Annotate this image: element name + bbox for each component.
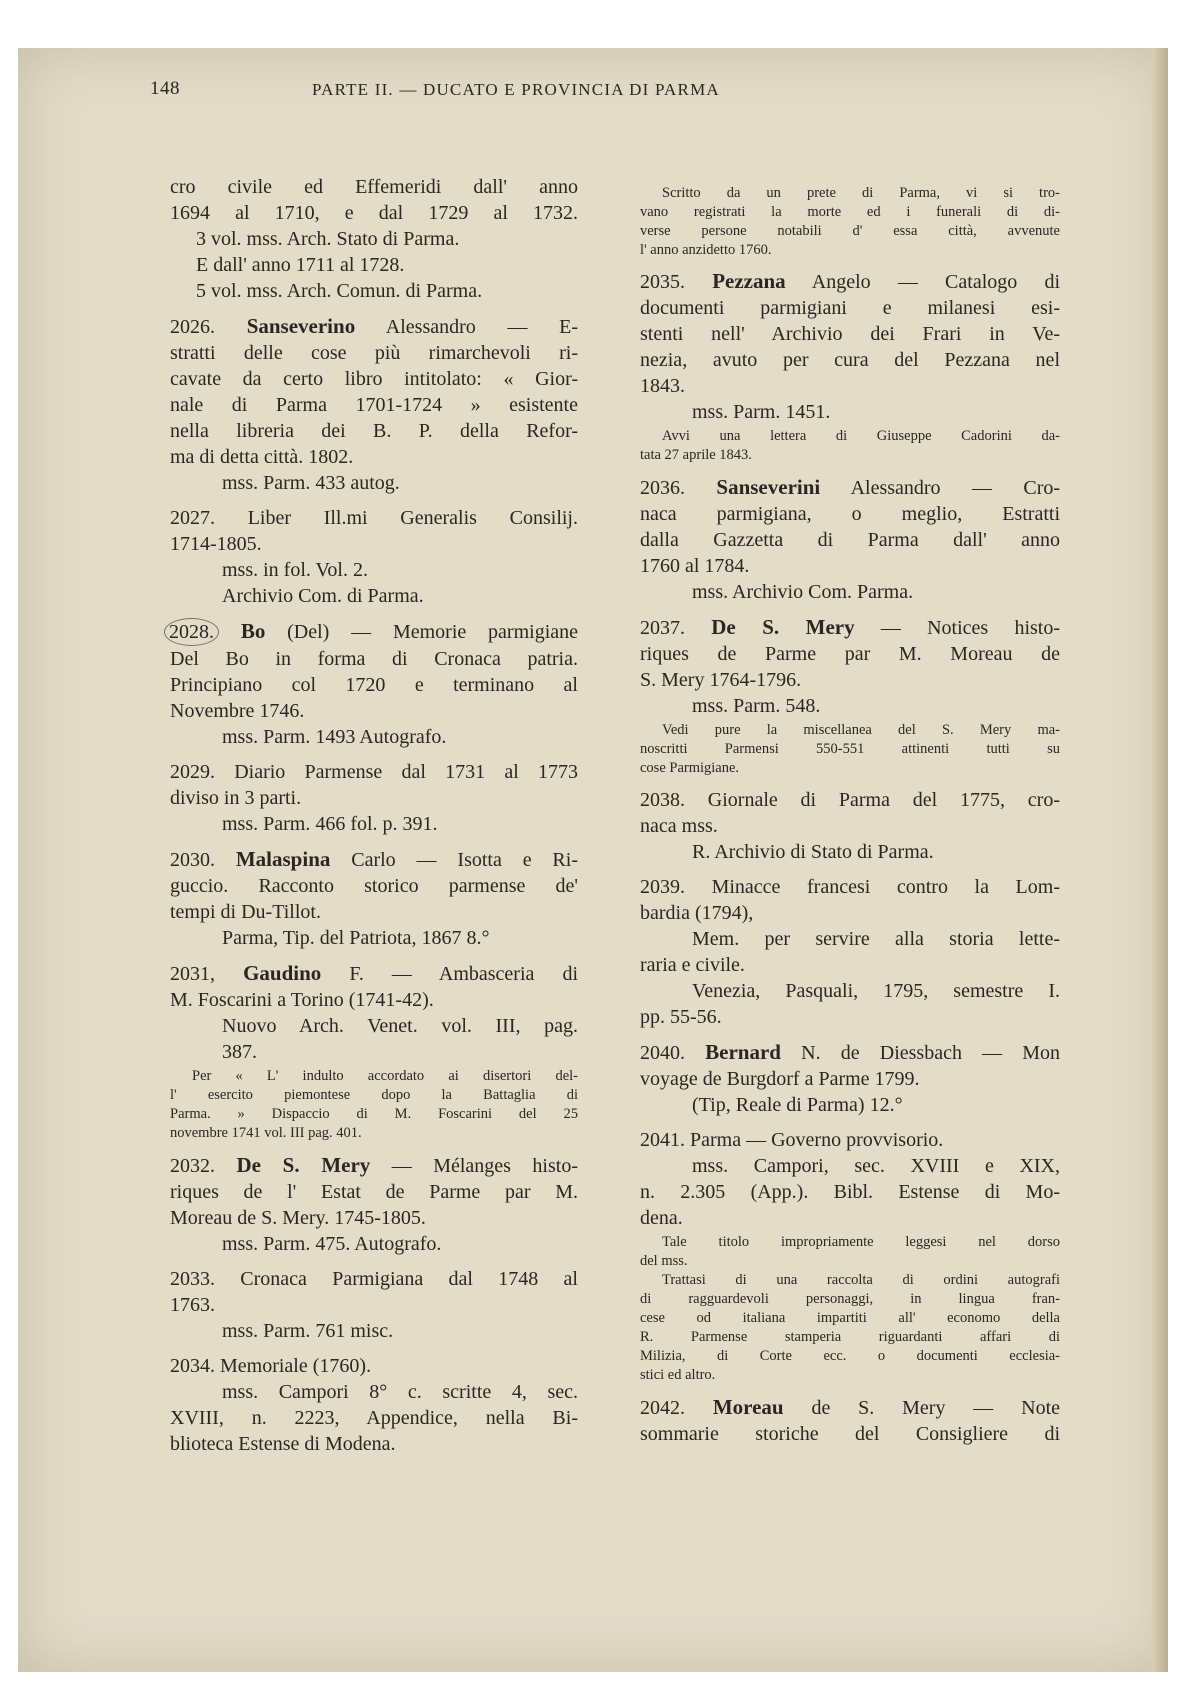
running-header <box>150 78 890 108</box>
entry-author: Bernard <box>705 1040 781 1064</box>
entry-location: mss. Parm. 433 autog. <box>222 472 400 494</box>
entry-2038 <box>640 787 1060 865</box>
entry-2036 <box>640 474 1060 605</box>
text-line: Moreau de S. Mery. 1745-1805. <box>170 1207 426 1229</box>
entry-author: Sanseverini <box>716 475 821 499</box>
entry-location: mss. Parm. 1493 Autografo. <box>222 726 447 748</box>
entry-number: 2036. <box>640 477 685 499</box>
entry-location: Mem. per servire alla storia lette- <box>692 928 1060 950</box>
entry-continuation <box>170 174 578 304</box>
entry-location: dena. <box>640 1207 683 1229</box>
entry-location: 387. <box>222 1041 257 1063</box>
entry-author: De S. Mery <box>236 1153 371 1177</box>
text-line: nezia, avuto per cura del Pezzana nel <box>640 349 1060 371</box>
running-title: PARTE II. — DUCATO E PROVINCIA DI PARMA <box>312 80 720 99</box>
entry-location: Archivio Com. di Parma. <box>222 585 424 607</box>
entry-heading <box>170 846 578 873</box>
text-line: riques de l' Estat de Parme par M. <box>170 1181 578 1203</box>
note-line: Vedi pure la miscellanea del S. Mery ma- <box>662 722 1060 738</box>
text-line: cro civile ed Effemeridi dall' anno <box>170 176 578 198</box>
text-line: naca parmigiana, o meglio, Estratti <box>640 503 1060 525</box>
entry-heading <box>170 313 578 340</box>
note-line: vano registrati la morte ed i funerali di di- <box>640 204 1060 220</box>
entry-heading <box>170 960 578 987</box>
entry-number: 2032. <box>170 1155 215 1177</box>
text-line: S. Mery 1764-1796. <box>640 669 802 691</box>
text-line: Del Bo in forma di Cronaca patria. <box>170 648 578 670</box>
entry-author: Malaspina <box>235 847 331 871</box>
entry-location: mss. Parm. 548. <box>692 695 821 717</box>
text-line: stratti delle cose più rimarchevoli ri- <box>170 342 578 364</box>
note-line: Parma. » Dispaccio di M. Foscarini del 25 <box>170 1106 578 1122</box>
entry-heading <box>640 1039 1060 1066</box>
entry-location: n. 2.305 (App.). Bibl. Estense di Mo- <box>640 1181 1060 1203</box>
text-line: 1843. <box>640 375 685 397</box>
entry-2026 <box>170 313 578 496</box>
text-line: 1763. <box>170 1294 215 1316</box>
text-line: sommarie storiche del Consigliere di <box>640 1423 1060 1445</box>
entry-2028 <box>170 618 578 750</box>
text-line: 2033. Cronaca Parmigiana dal 1748 al <box>170 1268 578 1290</box>
entry-location: R. Archivio di Stato di Parma. <box>692 841 934 863</box>
entry-number: 2040. <box>640 1042 685 1064</box>
text-line: stenti nell' Archivio dei Frari in Ve- <box>640 323 1060 345</box>
entry-title: (Del) — Memorie parmigiane <box>287 621 579 643</box>
note-line: cose Parmigiane. <box>640 760 740 776</box>
text-line: 3 vol. mss. Arch. Stato di Parma. <box>196 228 460 250</box>
entry-heading <box>640 1394 1060 1421</box>
right-column <box>640 182 1060 1456</box>
text-line: E dall' anno 1711 al 1728. <box>196 254 405 276</box>
entry-location: mss. Archivio Com. Parma. <box>692 581 914 603</box>
left-column <box>170 174 578 1466</box>
text-line: 5 vol. mss. Arch. Comun. di Parma. <box>196 280 483 302</box>
entry-location: mss. Parm. 761 misc. <box>222 1320 394 1342</box>
page-edge <box>1152 48 1168 1672</box>
entry-location: mss. Campori 8° c. scritte 4, sec. <box>222 1381 578 1403</box>
footnote <box>640 1233 1060 1385</box>
text-line: 1694 al 1710, e dal 1729 al 1732. <box>170 202 578 224</box>
text-line: Principiano col 1720 e terminano al <box>170 674 578 696</box>
entry-title: N. de Diessbach — Mon <box>801 1042 1061 1064</box>
entry-number: 2028. <box>164 618 219 646</box>
text-line: 1714-1805. <box>170 533 262 555</box>
page-number: 148 <box>150 78 180 99</box>
note-line: novembre 1741 vol. III pag. 401. <box>170 1125 362 1141</box>
entry-number: 2030. <box>170 849 215 871</box>
text-line: 2038. Giornale di Parma del 1775, cro- <box>640 789 1060 811</box>
text-line: diviso in 3 parti. <box>170 787 302 809</box>
note-line: Scritto da un prete di Parma, vi si tro- <box>662 185 1060 201</box>
entry-author: Gaudino <box>243 961 322 985</box>
entry-location: Venezia, Pasquali, 1795, semestre I. <box>692 980 1060 1002</box>
entry-title: — Mélanges histo- <box>391 1155 578 1177</box>
note-line: cese od italiana impartiti all' economo della <box>640 1310 1060 1326</box>
entry-2029 <box>170 759 578 837</box>
entry-2037 <box>640 614 1060 778</box>
entry-2041 <box>640 1127 1060 1385</box>
entry-2039 <box>640 874 1060 1030</box>
entry-location: Parma, Tip. del Patriota, 1867 8.° <box>222 927 490 949</box>
entry-author: De S. Mery <box>711 615 855 639</box>
entry-title: Alessandro — Cro- <box>850 477 1061 499</box>
text-line: riques de Parme par M. Moreau de <box>640 643 1060 665</box>
entry-title: Angelo — Catalogo di <box>811 271 1061 293</box>
text-line: cavate da certo libro intitolato: « Gior- <box>170 368 578 390</box>
note-line: tata 27 aprile 1843. <box>640 447 752 463</box>
note-line: Milizia, di Corte ecc. o documenti ecclesia- <box>640 1348 1060 1364</box>
note-line: stici ed altro. <box>640 1367 716 1383</box>
entry-number: 2042. <box>640 1397 685 1419</box>
entry-location: blioteca Estense di Modena. <box>170 1433 396 1455</box>
entry-number: 2031, <box>170 963 215 985</box>
note-line: Trattasi di una raccolta di ordini autografi <box>662 1272 1060 1288</box>
entry-heading <box>170 1152 578 1179</box>
text-line: nale di Parma 1701-1724 » esistente <box>170 394 578 416</box>
note-line: l' anno anzidetto 1760. <box>640 242 772 258</box>
note-line: del mss. <box>640 1253 688 1269</box>
entry-location: (Tip, Reale di Parma) 12.° <box>692 1094 903 1116</box>
note-line: noscritti Parmensi 550-551 attinenti tutti su <box>640 741 1060 757</box>
note-line: Tale titolo impropriamente leggesi nel dorso <box>662 1234 1060 1250</box>
note-line: verse persone notabili d' essa città, avvenute <box>640 223 1060 239</box>
entry-author: Sanseverino <box>246 314 356 338</box>
text-line: nella libreria dei B. P. della Refor- <box>170 420 578 442</box>
note-line: di ragguardevoli personaggi, in lingua fran- <box>640 1291 1060 1307</box>
text-line: 2041. Parma — Governo provvisorio. <box>640 1129 944 1151</box>
text-line: 2027. Liber Ill.mi Generalis Consilij. <box>170 507 578 529</box>
text-line: 2039. Minacce francesi contro la Lom- <box>640 876 1060 898</box>
note-line: R. Parmense stamperia riguardanti affari di <box>640 1329 1060 1345</box>
text-line: M. Foscarini a Torino (1741-42). <box>170 989 434 1011</box>
entry-author: Pezzana <box>712 269 786 293</box>
footnote <box>640 184 1060 260</box>
entry-title: F. — Ambasceria di <box>349 963 579 985</box>
text-line: voyage de Burgdorf a Parme 1799. <box>640 1068 920 1090</box>
entry-heading <box>170 618 578 646</box>
text-line: 2029. Diario Parmense dal 1731 al 1773 <box>170 761 578 783</box>
entry-title: Alessandro — E- <box>385 316 578 338</box>
entry-location: XVIII, n. 2223, Appendice, nella Bi- <box>170 1407 578 1429</box>
text-line: guccio. Racconto storico parmense de' <box>170 875 578 897</box>
entry-2035 <box>640 268 1060 465</box>
note-line: Avvi una lettera di Giuseppe Cadorini da- <box>662 428 1060 444</box>
text-line: ma di detta città. 1802. <box>170 446 354 468</box>
entry-title: Carlo — Isotta e Ri- <box>351 849 578 871</box>
entry-2034 <box>170 1353 578 1457</box>
entry-2040 <box>640 1039 1060 1118</box>
footnote <box>640 427 1060 465</box>
footnote <box>170 1067 578 1143</box>
entry-2042 <box>640 1394 1060 1447</box>
note-line: l' esercito piemontese dopo la Battaglia di <box>170 1087 578 1103</box>
note-line: Per « L' indulto accordato ai disertori del- <box>192 1068 578 1084</box>
entry-2031 <box>170 960 578 1143</box>
entry-2027 <box>170 505 578 609</box>
text-line: documenti parmigiani e milanesi esi- <box>640 297 1060 319</box>
entry-location: mss. Parm. 466 fol. p. 391. <box>222 813 438 835</box>
entry-heading <box>640 268 1060 295</box>
entry-location: mss. Campori, sec. XVIII e XIX, <box>692 1155 1060 1177</box>
entry-location: Nuovo Arch. Venet. vol. III, pag. <box>222 1015 578 1037</box>
entry-location: mss. Parm. 475. Autografo. <box>222 1233 442 1255</box>
entry-location: pp. 55-56. <box>640 1006 722 1028</box>
text-line: bardia (1794), <box>640 902 754 924</box>
entry-2030 <box>170 846 578 951</box>
entry-title: de S. Mery — Note <box>811 1397 1061 1419</box>
entry-heading <box>640 474 1060 501</box>
entry-location: mss. Parm. 1451. <box>692 401 831 423</box>
entry-title: — Notices histo- <box>880 617 1061 639</box>
entry-number: 2037. <box>640 617 685 639</box>
entry-number: 2035. <box>640 271 685 293</box>
entry-location: raria e civile. <box>640 954 745 976</box>
text-line: 2034. Memoriale (1760). <box>170 1355 372 1377</box>
text-line: tempi di Du-Tillot. <box>170 901 321 923</box>
entry-2033 <box>170 1266 578 1344</box>
footnote <box>640 721 1060 778</box>
text-line: dalla Gazzetta di Parma dall' anno <box>640 529 1060 551</box>
entry-2032 <box>170 1152 578 1257</box>
entry-location: mss. in fol. Vol. 2. <box>222 559 368 581</box>
text-line: 1760 al 1784. <box>640 555 750 577</box>
entry-heading <box>640 614 1060 641</box>
entry-number: 2026. <box>170 316 215 338</box>
entry-author: Moreau <box>712 1395 784 1419</box>
text-line: naca mss. <box>640 815 718 837</box>
text-line: Novembre 1746. <box>170 700 305 722</box>
entry-author: Bo <box>240 619 266 643</box>
